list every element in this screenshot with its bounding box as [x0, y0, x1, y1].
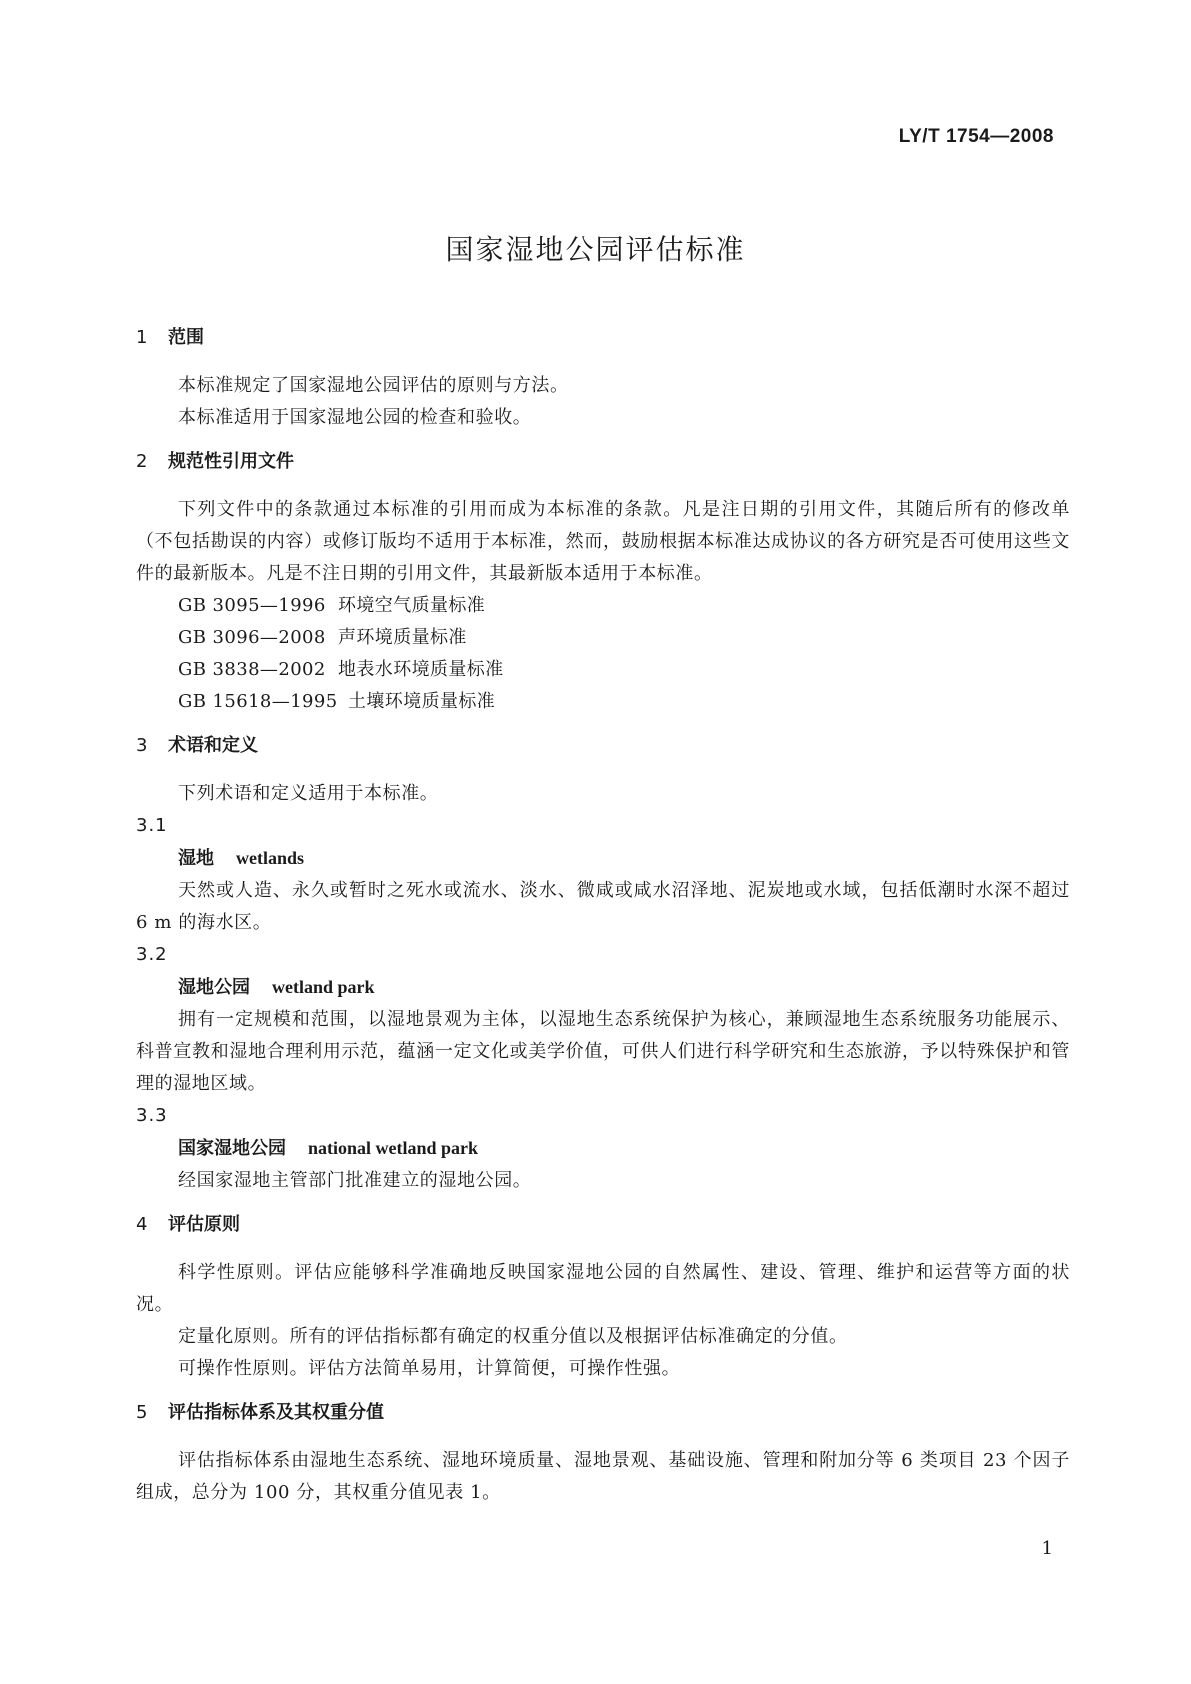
paragraph: 下列术语和定义适用于本标准。 — [178, 783, 439, 804]
paragraph: 可操作性原则。评估方法简单易用，计算简便，可操作性强。 — [178, 1358, 681, 1379]
reference-item: GB 3096—2008 声环境质量标准 — [178, 627, 467, 648]
term-number: 3.1 — [136, 815, 168, 836]
section-heading-3: 3 术语和定义 — [136, 735, 258, 756]
reference-item: GB 3838—2002 地表水环境质量标准 — [178, 659, 504, 680]
reference-item: GB 3095—1996 环境空气质量标准 — [178, 595, 486, 616]
paragraph: 下列文件中的条款通过本标准的引用而成为本标准的条款。凡是注日期的引用文件，其随后所有的修改单（不包括勘误的内容）或修订版均不适用于本标准，然而，鼓励根据本标准达成协议的各方研究是否可使用这些文件的最新版本。凡是不注日期的引用文件，其最新版本适用于本标准。 — [136, 499, 1070, 584]
section-heading-4: 4 评估原则 — [136, 1214, 240, 1235]
paragraph: 本标准规定了国家湿地公园评估的原则与方法。 — [178, 375, 569, 396]
term-title: 国家湿地公园 national wetland park — [178, 1138, 479, 1159]
term-definition: 天然或人造、永久或暂时之死水或流水、淡水、微咸或咸水沼泽地、泥炭地或水域，包括低潮时水深不超过 6 m 的海水区。 — [136, 880, 1070, 933]
paragraph: 评估指标体系由湿地生态系统、湿地环境质量、湿地景观、基础设施、管理和附加分等 6 类项目 23 个因子组成，总分为 100 分，其权重分值见表 1。 — [136, 1450, 1070, 1503]
paragraph: 本标准适用于国家湿地公园的检查和验收。 — [178, 407, 532, 428]
reference-item: GB 15618—1995 土壤环境质量标准 — [178, 691, 496, 712]
term-number: 3.2 — [136, 944, 168, 965]
paragraph: 科学性原则。评估应能够科学准确地反映国家湿地公园的自然属性、建设、管理、维护和运营等方面的状况。 — [136, 1262, 1070, 1315]
document-title: 国家湿地公园评估标准 — [445, 233, 746, 266]
paragraph: 定量化原则。所有的评估指标都有确定的权重分值以及根据评估标准确定的分值。 — [178, 1326, 848, 1347]
document-body — [136, 322, 1070, 1509]
page-number: 1 — [1041, 1538, 1053, 1559]
term-definition: 拥有一定规模和范围，以湿地景观为主体，以湿地生态系统保护为核心，兼顾湿地生态系统服务功能展示、科普宣教和湿地合理利用示范，蕴涵一定文化或美学价值，可供人们进行科学研究和生态旅游，予以特殊保护和管理的湿地区域。 — [136, 1009, 1070, 1094]
section-heading-2: 2 规范性引用文件 — [136, 451, 294, 472]
term-title: 湿地 wetlands — [178, 848, 305, 869]
standard-code: LY/T 1754—2008 — [898, 126, 1054, 147]
term-number: 3.3 — [136, 1105, 168, 1126]
term-title: 湿地公园 wetland park — [178, 977, 375, 998]
term-definition: 经国家湿地主管部门批准建立的湿地公园。 — [178, 1170, 532, 1191]
section-heading-5: 5 评估指标体系及其权重分值 — [136, 1402, 384, 1423]
section-heading-1: 1 范围 — [136, 327, 204, 348]
